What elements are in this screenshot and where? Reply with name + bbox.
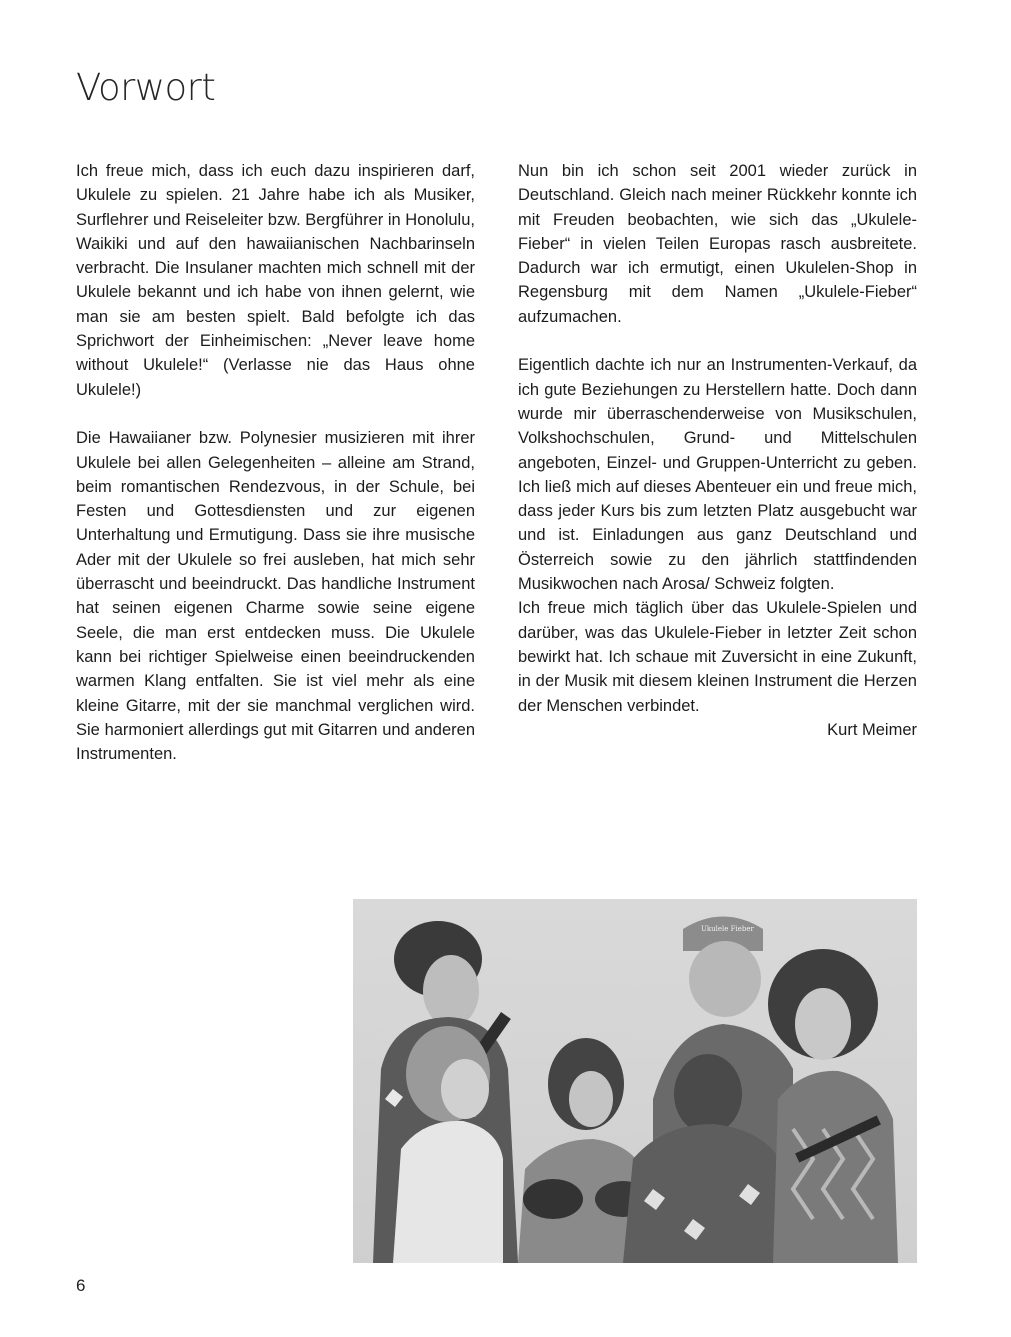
group-photo [353,899,917,1263]
paragraph-teaching: Eigentlich dachte ich nur an Instrumenten-Verkauf, da ich gute Beziehungen zu Herstellern hatte. Doch dann wurde mir überraschenderweise von Musikschulen, Volkshochschulen, Grund- und Mittelschulen angeboten, Einzel- und Gruppen-Unterricht zu geben. Ich ließ mich auf dieses Abenteuer ein und freue mich, dass jeder Kurs bis zum letzten Platz ausgebucht war und ist. Einladungen aus ganz Deutschland und Österreich sowie zu den jährlich stattfindenden Musikwochen nach Arosa/ Schweiz folgten. [518,356,917,594]
right-text-column [518,159,917,742]
page-title: Vorwort [76,66,216,109]
paragraph-return: Nun bin ich schon seit 2001 wieder zurück in Deutschland. Gleich nach meiner Rückkehr konnte ich mit Freuden beobachten, wie sich das „Ukulele-Fieber“ in vielen Teilen Europas rasch ausbreitete. Dadurch war ich ermutigt, einen Ukulelen-Shop in Regensburg mit dem Namen „Ukulele-Fieber“ aufzumachen. [518,162,917,326]
group-photo-illustration [353,899,917,1263]
cap-logo-text: Ukulele Fieber [701,925,754,933]
author-signature: Kurt Meimer [827,720,917,739]
paragraph-intro: Ich freue mich, dass ich euch dazu inspirieren darf, Ukulele zu spielen. 21 Jahre habe ich als Musiker, Surflehrer und Reiseleiter bzw. Bergführer in Honolulu, Waikiki und auf den hawaiianischen Nachbarinseln verbracht. Die Insulaner machten mich schnell mit der Ukulele bekannt und ich habe von ihnen gelernt, wie man sie am besten spielt. Bald befolgte ich das Sprichwort der Einheimischen: „Never leave home without Ukulele!“ (Verlasse nie das Haus ohne Ukulele!) [76,162,475,399]
paragraph-hawaiians: Die Hawaiianer bzw. Polynesier musizieren mit ihrer Ukulele bei allen Gelegenheiten – alleine am Strand, beim romantischen Rendezvous, in der Schule, bei Festen und Gottesdiensten und zur eigenen Unterhaltung und Ermutigung. Dass sie ihre musische Ader mit der Ukulele so frei ausleben, hat mich sehr überrascht und beeindruckt. Das handliche Instrument hat seinen eigenen Charme sowie seine eigene Seele, die man erst entdecken muss. Die Ukulele kann bei richtiger Spielweise einen beeindruckenden warmen Klang entfalten. Sie ist viel mehr als eine kleine Gitarre, mit der sie manchmal verglichen wird. Sie harmoniert allerdings gut mit Gitarren und anderen Instrumenten. [76,429,475,764]
paragraph-outlook: Ich freue mich täglich über das Ukulele-Spielen und darüber, was das Ukulele-Fieber in letzter Zeit schon bewirkt hat. Ich schaue mit Zuversicht in eine Zukunft, in der Musik mit diesem kleinen Instrument die Herzen der Menschen verbindet. [518,599,917,715]
page-number: 6 [76,1276,86,1295]
left-text-column [76,159,475,766]
